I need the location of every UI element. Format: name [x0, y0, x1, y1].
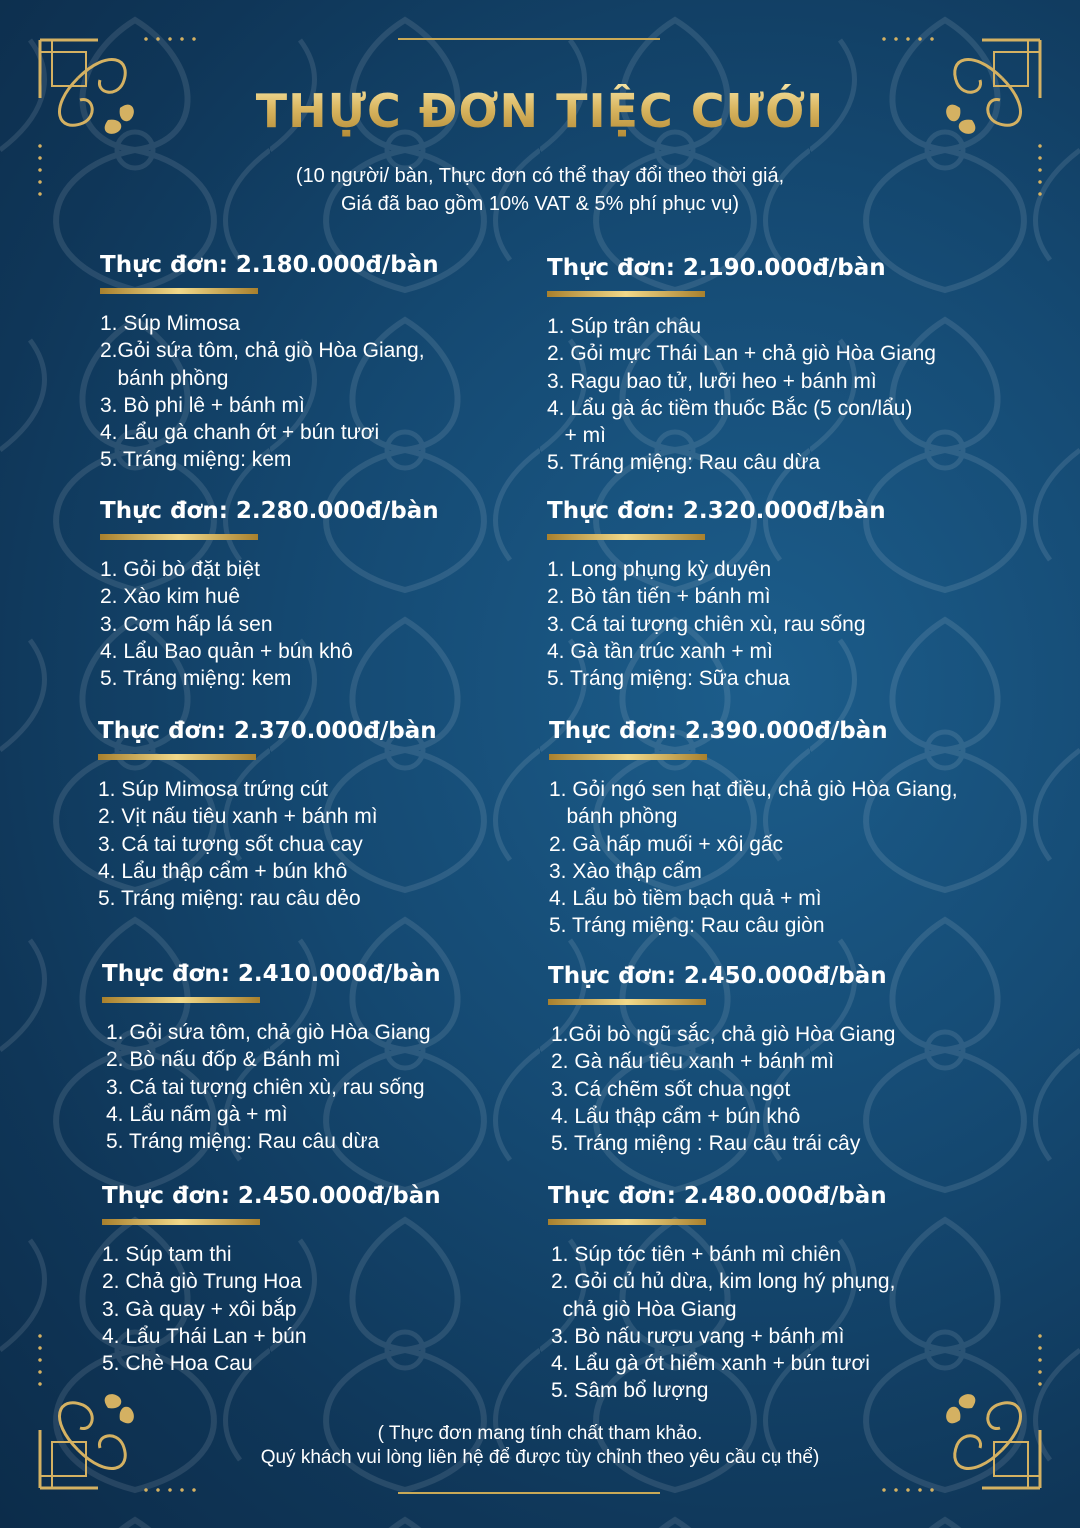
menu-card: [547, 253, 1007, 477]
dotted-border: [38, 1330, 42, 1390]
menu-title: Thực đơn: 2.280.000đ/bàn: [100, 498, 439, 524]
gold-underline: [548, 999, 706, 1005]
menu-item: 2. Gỏi mực Thái Lan + chả giò Hòa Giang: [547, 342, 936, 366]
menu-item: 2. Xào kim huê: [100, 585, 241, 609]
menu-item: 4. Lẩu nấm gà + mì: [106, 1102, 288, 1126]
menu-item: 3. Ragu bao tử, lưỡi heo + bánh mì: [547, 369, 877, 393]
menu-card: [100, 250, 560, 474]
menu-item: 5. Tráng miệng: rau câu dẻo: [98, 887, 361, 911]
gold-underline: [547, 291, 705, 297]
menu-item: 5. Tráng miệng: Rau câu dừa: [106, 1130, 380, 1154]
gold-underline: [98, 754, 256, 760]
menu-item: 4. Lẩu Thái Lan + bún: [102, 1324, 307, 1348]
menu-item: 3. Xào thập cẩm: [549, 859, 702, 883]
dotted-border: [140, 1488, 200, 1492]
menu-item: 4. Lẩu thập cẩm + bún khô: [98, 859, 348, 883]
menu-item: 2. Chả giò Trung Hoa: [102, 1270, 302, 1294]
menu-item: 4. Lẩu gà ác tiềm thuốc Bắc (5 con/lẩu): [547, 396, 913, 420]
menu-item: 2. Gà hấp muối + xôi gấc: [549, 832, 784, 856]
gold-underline: [102, 1219, 260, 1225]
menu-card: [100, 496, 560, 692]
menu-item: 1.Gỏi bò ngũ sắc, chả giò Hòa Giang: [551, 1023, 896, 1046]
menu-title: Thực đơn: 2.190.000đ/bàn: [547, 255, 886, 281]
menu-item: 5. Chè Hoa Cau: [102, 1352, 253, 1376]
dotted-border: [1038, 1330, 1042, 1390]
menu-item: 1. Súp tam thi: [102, 1243, 232, 1266]
menu-items: [102, 1019, 562, 1155]
menu-item: 5. Tráng miệng: Rau câu dừa: [547, 451, 821, 475]
top-divider: [398, 38, 660, 40]
menu-item: 3. Cá tai tượng chiên xù, rau sống: [547, 612, 866, 636]
menu-items: [548, 1021, 1008, 1157]
menu-items: [548, 1241, 1008, 1405]
bottom-divider: [398, 1492, 660, 1494]
subtitle-line-1: (10 người/ bàn, Thực đơn có thể thay đổi theo thời giá,: [295, 165, 785, 187]
menu-item: 3. Bò nấu rượu vang + bánh mì: [551, 1324, 845, 1348]
menu-item: 1. Súp Mimosa: [100, 312, 241, 335]
menu-item: 2. Bò nấu đốp & Bánh mì: [106, 1048, 341, 1072]
footer-line-2: Quý khách vui lòng liên hệ để được tùy chỉnh theo yêu cầu cụ thể): [260, 1447, 820, 1468]
footer-line-1: ( Thực đơn mang tính chất tham khảo.: [377, 1423, 703, 1444]
menu-title: Thực đơn: 2.180.000đ/bàn: [100, 252, 439, 278]
dotted-border: [140, 37, 200, 41]
menu-items: [547, 313, 1007, 477]
menu-item: 3. Cơm hấp lá sen: [100, 612, 273, 636]
menu-item: 5. Tráng miệng: kem: [100, 448, 292, 472]
menu-item: 5. Tráng miệng: Sữa chua: [547, 667, 790, 691]
menu-item: 5. Tráng miệng: Rau câu giòn: [549, 914, 825, 938]
menu-item: 3. Cá tai tượng chiên xù, rau sống: [106, 1075, 425, 1099]
menu-card: [102, 1181, 562, 1377]
menu-item: 2. Gỏi củ hủ dừa, kim long hý phụng,: [551, 1270, 896, 1294]
gold-underline: [100, 288, 258, 294]
menu-item: 1. Gỏi bò đặt biệt: [100, 558, 260, 581]
menu-item: 1. Súp tóc tiên + bánh mì chiên: [551, 1243, 842, 1266]
menu-item: + mì: [547, 424, 606, 448]
menu-item: 4. Gà tần trúc xanh + mì: [547, 639, 773, 663]
menu-items: [100, 310, 560, 474]
menu-card: [549, 716, 1009, 940]
footer-note: [0, 1422, 1080, 1470]
menu-item: 5. Tráng miệng: kem: [100, 667, 292, 691]
menu-item: bánh phồng: [549, 805, 678, 829]
menu-card: [547, 496, 1007, 692]
menu-item: 4. Lẩu thập cẩm + bún khô: [551, 1104, 801, 1128]
menu-item: 4. Lẩu bò tiềm bạch quả + mì: [549, 887, 822, 911]
menu-item: 2. Vịt nấu tiêu xanh + bánh mì: [98, 805, 378, 829]
subtitle-line-2: Giá đã bao gồm 10% VAT & 5% phí phục vụ): [340, 193, 739, 215]
gold-underline: [100, 534, 258, 540]
menu-item: chả giò Hòa Giang: [551, 1297, 737, 1321]
menu-item: 2. Gà nấu tiêu xanh + bánh mì: [551, 1050, 835, 1074]
menu-item: 4. Lẩu gà chanh ớt + bún tươi: [100, 421, 380, 445]
gold-underline: [102, 997, 260, 1003]
menu-item: 1. Long phụng kỳ duyên: [547, 558, 772, 581]
menu-title: Thực đơn: 2.320.000đ/bàn: [547, 498, 886, 524]
menu-item: 5. Sâm bổ lượng: [551, 1379, 709, 1403]
gold-underline: [547, 534, 705, 540]
menu-item: 3. Bò phi lê + bánh mì: [100, 393, 305, 417]
menu-card: [548, 961, 1008, 1157]
menu-title: Thực đơn: 2.370.000đ/bàn: [98, 718, 437, 744]
menu-title: Thực đơn: 2.410.000đ/bàn: [102, 961, 441, 987]
menu-item: 3. Gà quay + xôi bắp: [102, 1297, 297, 1321]
menu-title: Thực đơn: 2.390.000đ/bàn: [549, 718, 888, 744]
menu-card: [102, 959, 562, 1155]
menu-items: [100, 556, 560, 692]
menu-item: 1. Gỏi sứa tôm, chả giò Hòa Giang: [106, 1021, 431, 1044]
menu-title: Thực đơn: 2.480.000đ/bàn: [548, 1183, 887, 1209]
menu-item: 2. Bò tân tiến + bánh mì: [547, 585, 771, 609]
menu-title: Thực đơn: 2.450.000đ/bàn: [548, 963, 887, 989]
menu-item: bánh phồng: [100, 366, 229, 390]
menu-item: 3. Cá tai tượng sốt chua cay: [98, 832, 363, 856]
dotted-border: [878, 1488, 938, 1492]
gold-underline: [548, 1219, 706, 1225]
menu-item: 5. Tráng miệng : Rau câu trái cây: [551, 1132, 861, 1156]
gold-underline: [549, 754, 707, 760]
menu-item: 2.Gỏi sứa tôm, chả giò Hòa Giang,: [100, 339, 425, 363]
page-title: THỰC ĐƠN TIỆC CƯỚI: [0, 84, 1080, 138]
menu-card: [548, 1181, 1008, 1405]
dotted-border: [878, 37, 938, 41]
menu-card: [98, 716, 558, 912]
menu-item: 1. Gỏi ngó sen hạt điều, chả giò Hòa Giang,: [549, 778, 958, 801]
menu-title: Thực đơn: 2.450.000đ/bàn: [102, 1183, 441, 1209]
menu-item: 1. Súp Mimosa trứng cút: [98, 778, 328, 801]
menu-item: 4. Lẩu gà ớt hiểm xanh + bún tươi: [551, 1352, 870, 1376]
menu-item: 3. Cá chẽm sốt chua ngọt: [551, 1077, 791, 1101]
menu-items: [102, 1241, 562, 1377]
menu-items: [547, 556, 1007, 692]
menu-items: [98, 776, 558, 912]
menu-item: 4. Lẩu Bao quản + bún khô: [100, 639, 353, 663]
subtitle: [0, 162, 1080, 218]
menu-items: [549, 776, 1009, 940]
menu-item: 1. Súp trân châu: [547, 315, 702, 338]
